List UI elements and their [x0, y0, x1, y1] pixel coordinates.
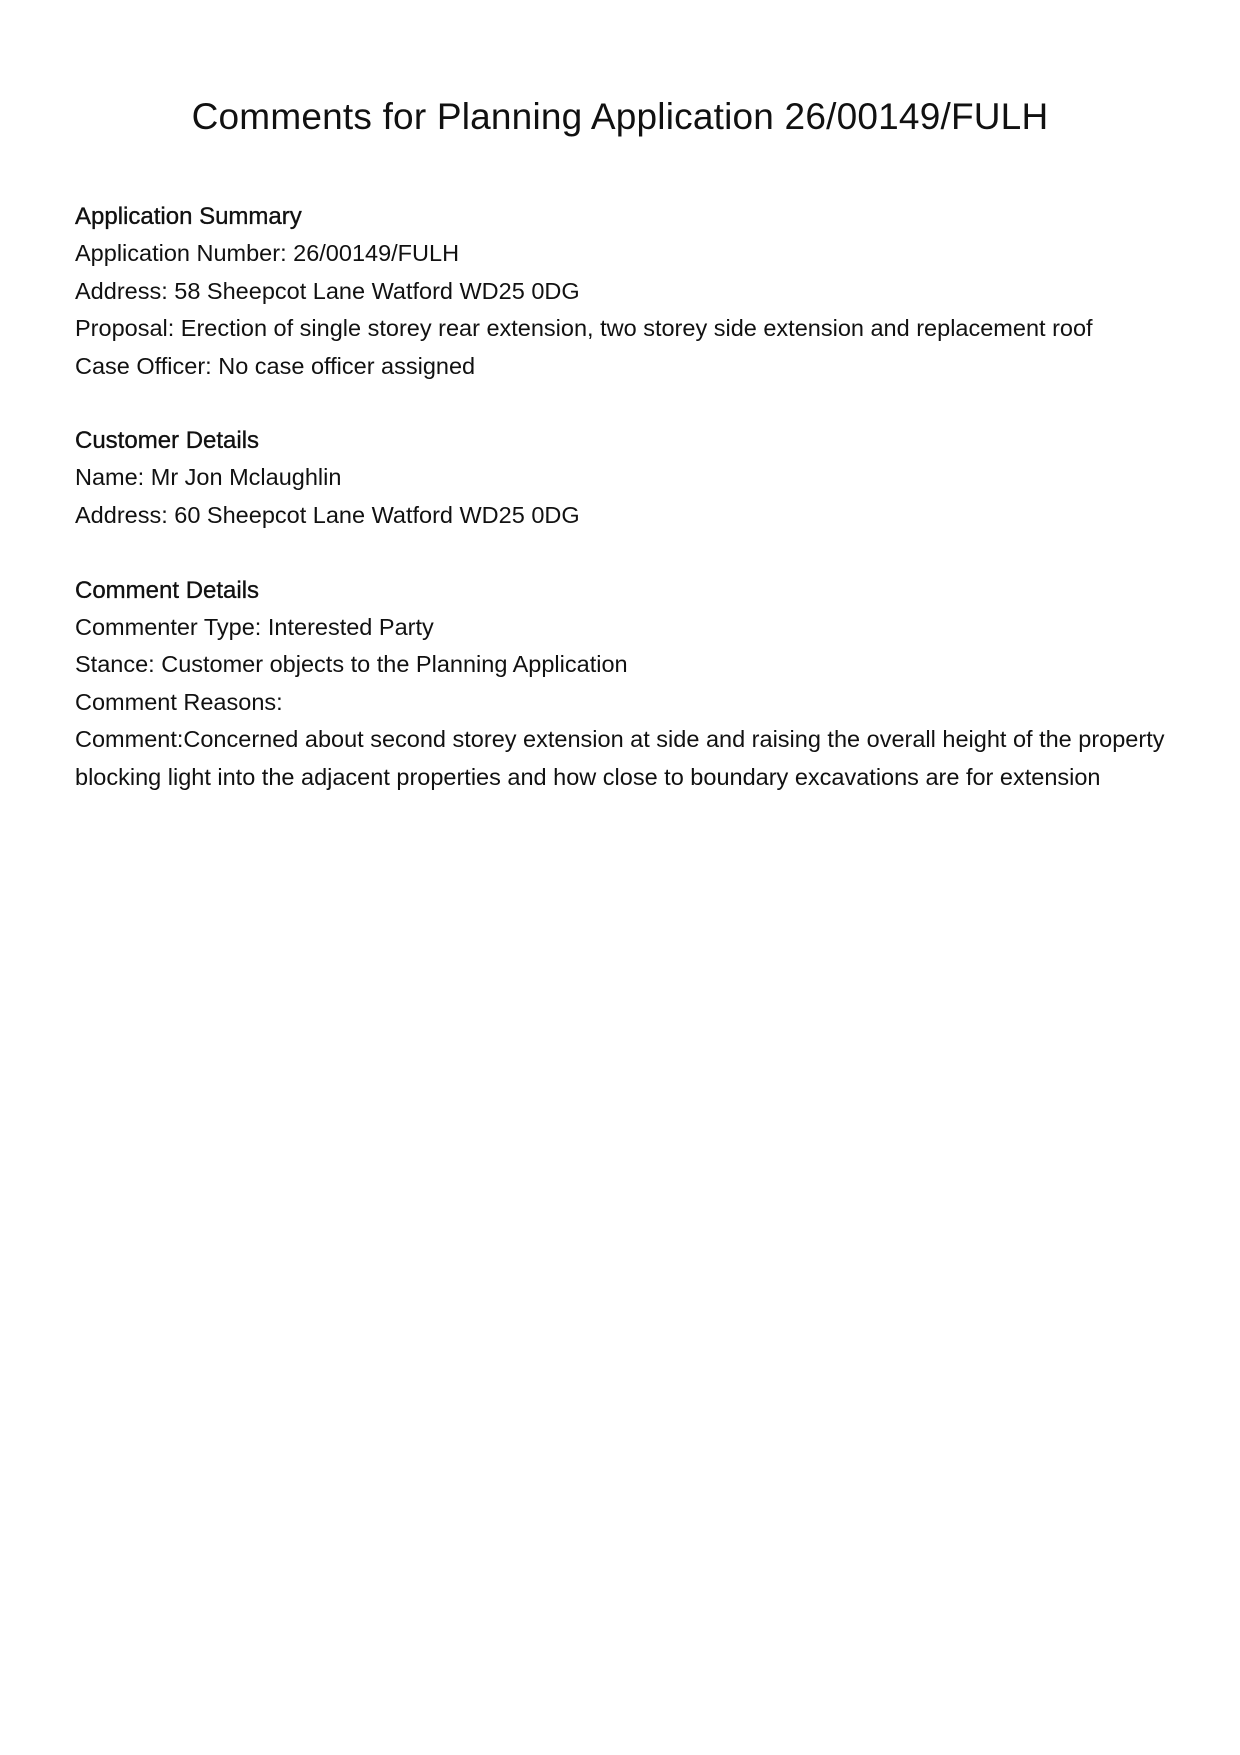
stance: Stance: Customer objects to the Planning Application [75, 651, 628, 678]
document-body [75, 198, 1175, 834]
customer-details-section [75, 422, 1175, 534]
comment-reasons: Comment Reasons: [75, 688, 283, 715]
application-summary-section [75, 198, 1175, 385]
section-heading: Customer Details [75, 427, 260, 455]
customer-name: Name: Mr Jon Mclaughlin [75, 464, 342, 491]
customer-address: Address: 60 Sheepcot Lane Watford WD25 0DG [75, 501, 580, 528]
proposal: Proposal: Erection of single storey rear extension, two storey side extension and replacement roof [75, 315, 1093, 342]
case-officer: Case Officer: No case officer assigned [75, 352, 476, 379]
comment-details-section [75, 572, 1175, 797]
application-address: Address: 58 Sheepcot Lane Watford WD25 0DG [75, 277, 580, 304]
section-heading: Application Summary [75, 203, 302, 230]
section-heading: Comment Details [75, 576, 260, 604]
application-number: Application Number: 26/00149/FULH [75, 240, 460, 266]
comment-text: Comment:Concerned about second storey extension at side and raising the overall height of the property blocking light into the adjacent properties and how close to boundary excavations are for extension [75, 726, 1165, 790]
page-title: Comments for Planning Application 26/00149/FULH [191, 96, 1049, 137]
commenter-type: Commenter Type: Interested Party [75, 613, 434, 640]
